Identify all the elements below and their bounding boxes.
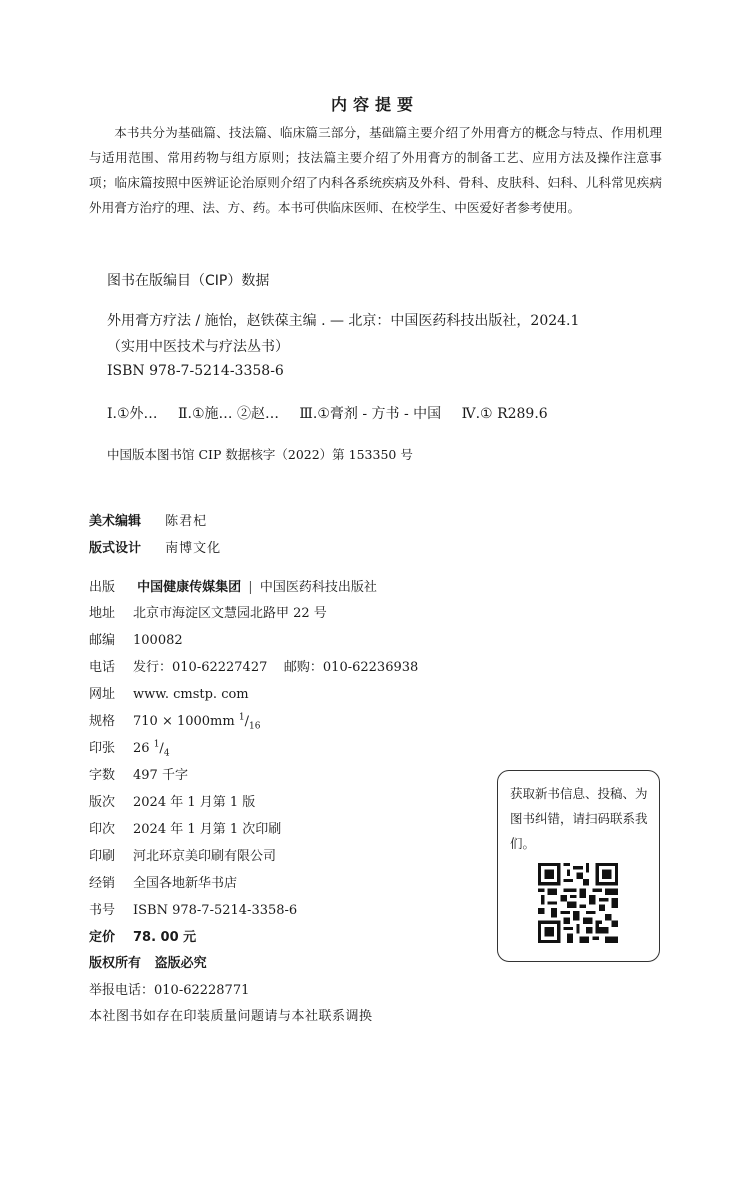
fraction-numerator: 1 <box>153 739 160 750</box>
cip-line-3: ISBN 978-7-5214-3358-6 <box>107 363 284 379</box>
summary-title: 内容提要 <box>330 95 419 114</box>
publisher-name: 中国医药科技出版社 <box>259 580 377 595</box>
detail-label: 地址 <box>89 606 116 621</box>
detail-value: 河北环京美印刷有限公司 <box>133 849 277 864</box>
cip-line-2: （实用中医技术与疗法丛书） <box>107 339 289 355</box>
copyright-line: 版权所有 盗版必究 <box>89 956 207 971</box>
detail-label: 网址 <box>89 687 116 702</box>
detail-label: 电话 <box>89 660 116 675</box>
detail-label: 版次 <box>89 795 116 810</box>
credit-label: 美术编辑 <box>89 514 142 529</box>
detail-sheets: 印张 26 $^1/_4$ <box>89 737 170 759</box>
detail-value: ISBN 978-7-5214-3358-6 <box>133 903 298 918</box>
detail-label: 规格 <box>89 714 116 729</box>
detail-word-count <box>89 764 188 783</box>
qr-code-icon[interactable] <box>538 863 618 943</box>
credit-value: 陈君杞 <box>165 514 208 529</box>
detail-format: 规格 710 × 1000mm $^1/_{16}$ <box>89 710 260 732</box>
detail-value: www. cmstp. com <box>133 687 249 702</box>
detail-printer <box>89 845 276 864</box>
detail-value: 2024 年 1 月第 1 版 <box>133 795 256 810</box>
detail-publisher <box>89 576 377 595</box>
class-item-1: Ⅰ.①外… <box>107 406 158 422</box>
fraction-denominator: 16 <box>248 721 261 732</box>
cip-note: 中国版本图书馆 CIP 数据核字（2022）第 153350 号 <box>107 447 413 462</box>
detail-value: 78. 00 元 <box>133 930 197 945</box>
qr-box <box>497 770 660 962</box>
quality-notice: 本社图书如存在印装质量问题请与本社联系调换 <box>89 1009 373 1024</box>
cip-classification <box>107 403 564 423</box>
detail-printing <box>89 818 281 837</box>
detail-label: 出版 <box>89 580 116 595</box>
detail-value: 710 × 1000mm <box>133 714 235 729</box>
credit-label: 版式设计 <box>89 541 142 556</box>
detail-label: 印刷 <box>89 849 116 864</box>
class-item-4: Ⅳ.① R289.6 <box>461 406 548 422</box>
detail-label: 印次 <box>89 822 116 837</box>
detail-distributor <box>89 872 237 891</box>
detail-label: 经销 <box>89 876 116 891</box>
fraction-denominator: 4 <box>163 748 170 759</box>
credit-art-editor <box>89 510 207 529</box>
detail-isbn <box>89 899 297 918</box>
qr-box-text: 获取新书信息、投稿、为图书纠错，请扫码联系我们。 <box>510 786 648 851</box>
credit-layout-design <box>89 537 221 556</box>
detail-address <box>89 602 327 621</box>
detail-website <box>89 683 249 702</box>
detail-value: 2024 年 1 月第 1 次印刷 <box>133 822 282 837</box>
class-item-3: Ⅲ.①膏剂 - 方书 - 中国 <box>299 406 442 422</box>
detail-label: 书号 <box>89 903 116 918</box>
detail-value: 全国各地新华书店 <box>133 876 238 891</box>
detail-value: 发行：010-62227427 邮购：010-62236938 <box>133 660 419 675</box>
detail-phone <box>89 656 418 675</box>
detail-value: 497 千字 <box>133 768 188 783</box>
cip-heading: 图书在版编目（CIP）数据 <box>107 273 270 289</box>
detail-value: 100082 <box>133 633 183 648</box>
detail-label: 定价 <box>89 930 116 945</box>
cip-line-1: 外用膏方疗法 / 施怡，赵铁葆主编 . — 北京：中国医药科技出版社，2024.1 <box>107 313 580 329</box>
publisher-separator: | <box>248 580 253 595</box>
detail-price <box>89 926 196 945</box>
report-phone: 举报电话：010-62228771 <box>89 983 250 998</box>
detail-postcode <box>89 629 183 648</box>
detail-value: 26 <box>133 741 150 756</box>
detail-edition <box>89 791 255 810</box>
summary-text: 本书共分为基础篇、技法篇、临床篇三部分，基础篇主要介绍了外用膏方的概念与特点、作用机理与适用范围、常用药物与组方原则；技法篇主要介绍了外用膏方的制备工艺、应用方法及操作注意事项；临床篇按照中医辨证论治原则介绍了内科各系统疾病及外科、骨科、皮肤科、妇科、儿科常见疾病外用膏方治疗的理、法、方、药。本书可供临床医师、在校学生、中医爱好者参考使用。 <box>89 125 662 215</box>
class-item-2: Ⅱ.①施… ②赵… <box>177 406 279 422</box>
detail-label: 字数 <box>89 768 116 783</box>
detail-value: 北京市海淀区文慧园北路甲 22 号 <box>133 606 327 621</box>
detail-label: 邮编 <box>89 633 116 648</box>
credit-value: 南博文化 <box>165 541 222 556</box>
fraction-numerator: 1 <box>238 712 245 723</box>
publisher-group: 中国健康传媒集团 <box>137 580 242 595</box>
detail-label: 印张 <box>89 741 116 756</box>
